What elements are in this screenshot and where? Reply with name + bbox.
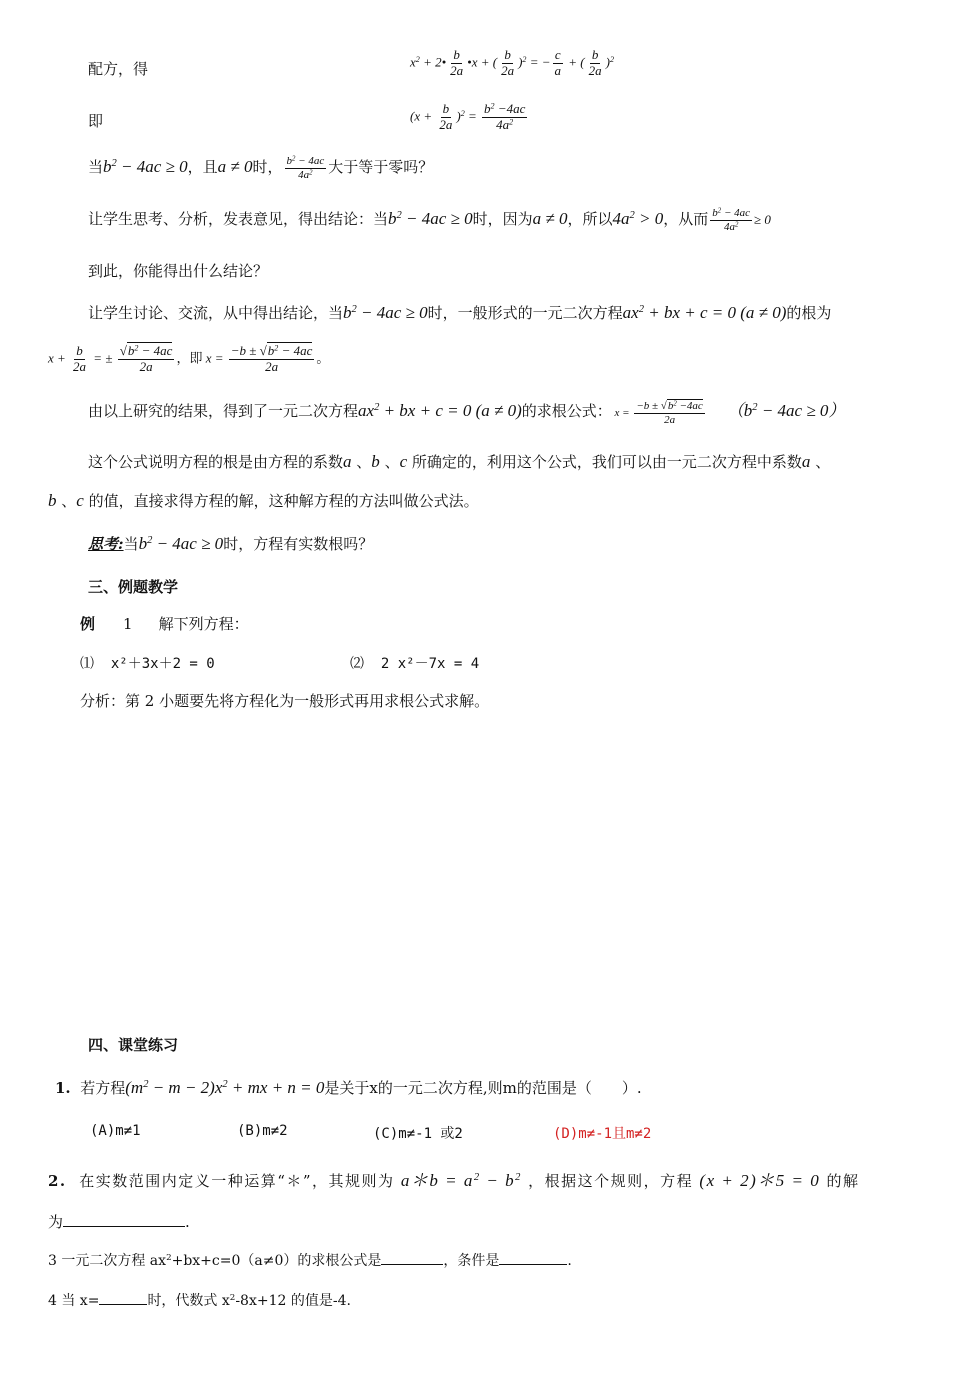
- problem-1-option-b: (B)m≠2: [237, 1123, 288, 1139]
- example-1-items: ⑴ x²＋3x＋2 = 0: [80, 656, 215, 672]
- conclusion-paragraph-1: 让学生思考、分析，发表意见，得出结论：当$b^2 - 4ac \ge 0$时，因为a ≠ 0，所以$4a^2 > 0$，从而 $\frac{b^2 - 4ac}{4a^2}$ ≥ 0: [88, 207, 771, 233]
- squared-form-equation: (x + $\frac{b}{2a}$ )$^2$ = $\frac{b^2 -4ac}{4a^2}$: [410, 101, 526, 132]
- problem-3-condition-blank[interactable]: [499, 1250, 567, 1265]
- problem-1-option-a: (A)m≠1: [90, 1123, 141, 1139]
- section-title-practice: 四、课堂练习: [88, 1036, 179, 1054]
- question-what-conclusion: 到此，你能得出什么结论？: [88, 262, 269, 280]
- section-title-examples: 三、例题教学: [88, 578, 179, 596]
- explanation-line-1: 这个公式说明方程的根是由方程的系数a 、b 、c 所确定的，利用这个公式，我们可以由一元二次方程中系数a 、: [88, 452, 831, 471]
- example-1a-equation: x²＋3x＋2 = 0: [110, 656, 215, 672]
- quadratic-formula-statement: 由以上研究的结果，得到了一元二次方程$ax^2$ + bx + c = 0 (a ≠ 0)的求根公式： x = $\frac{-b \pm √b^2 -4ac}{2a}$ $(b^2 - 4ac \ge 0)$: [88, 400, 846, 426]
- problem-1: 1. 若方程$(m^2 - m - 2)x^2$ + mx + n = 0是关于x的一元二次方程,则m的范围是（ ）.: [55, 1078, 642, 1097]
- problem-2-line-2: 为 .: [48, 1210, 190, 1232]
- analysis-text: 分析：第 2 小题要先将方程化为一般形式再用求根公式求解。: [80, 692, 490, 710]
- problem-2: 2. 在实数范围内定义一种运算“＊”，其规则为 a＊b = $a^2 - b^2$ ，根据这个规则，方程 (x + 2)＊5 = 0 的解: [48, 1171, 860, 1190]
- example-1b: ⑵ 2 x²－7x = 4: [350, 656, 480, 672]
- completing-square-equation: $x^2$ + 2• $\frac{b}{2a}$ •x + ( $\frac{b}{2a}$ )$^2$ = − $\frac{c}{a}$ + ( $\frac{b}{2a}$ )$^2$: [410, 47, 614, 78]
- question-nonnegative: 当$b^2 - 4ac \ge 0$，且a ≠ 0时， $\frac{b^2 - 4ac}{4a^2}$ 大于等于零吗？: [88, 155, 434, 181]
- roots-expression: x + $\frac{b}{2a}$ = ± $\frac{√b^2 - 4ac}{2a}$ ，即 x = $\frac{-b \pm √b^2 - 4ac}{2a}$ 。: [48, 343, 330, 374]
- problem-3: 3 一元二次方程 $ax^2+bx+c=0(a\ne 0)$的求根公式是 ，条件是 .: [48, 1250, 572, 1270]
- text-peifang: 配方，得: [88, 60, 149, 78]
- problem-3-formula-blank[interactable]: [381, 1250, 443, 1265]
- problem-4: 4 当 x= 时，代数式 $x^2-8x+12$ 的值是-4.: [48, 1290, 351, 1310]
- example-1: 例 1 解下列方程：: [80, 615, 249, 633]
- explanation-line-2: b 、c 的值，直接求得方程的解，这种解方程的方法叫做公式法。: [48, 491, 479, 510]
- text-ji: 即: [88, 112, 104, 130]
- problem-1-option-c: (C)m≠-1 或2: [373, 1126, 463, 1142]
- think-question: 思考:当$b^2 - 4ac \ge 0$时，方程有实数根吗？: [88, 534, 374, 553]
- problem-4-answer-blank[interactable]: [99, 1290, 147, 1305]
- conclusion-paragraph-2: 让学生讨论、交流，从中得出结论，当$b^2 - 4ac \ge 0$时，一般形式的一元二次方程$ax^2$ + bx + c = 0 (a ≠ 0)的根为: [88, 303, 832, 322]
- problem-2-answer-blank[interactable]: [63, 1210, 185, 1227]
- example-1b-equation: 2 x²－7x = 4: [380, 656, 480, 672]
- problem-1-option-d: (D)m≠-1且m≠2: [553, 1126, 652, 1142]
